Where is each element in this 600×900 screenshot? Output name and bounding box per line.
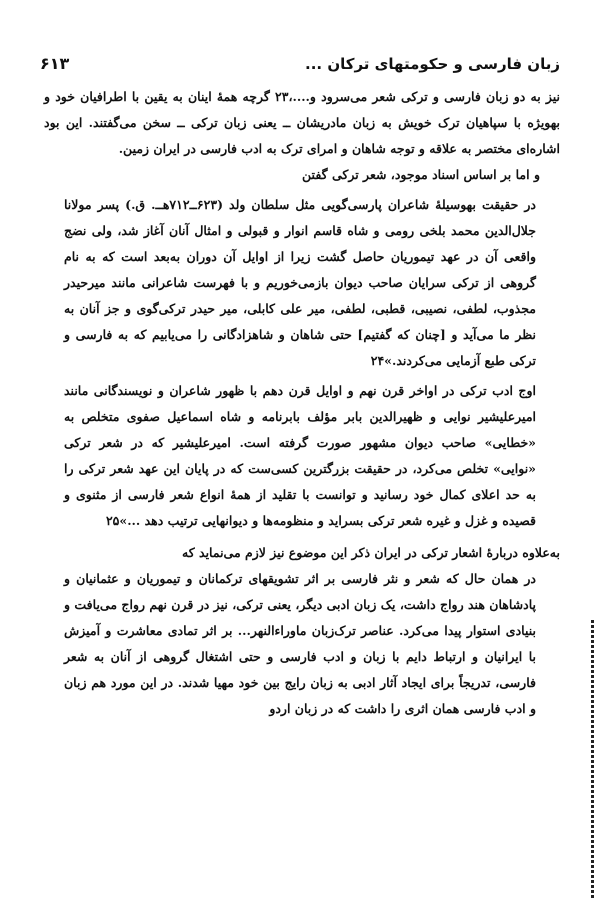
paragraph-lead-in-2: به‌علاوه دربارهٔ اشعار ترکی در ایران ذکر این موضوع نیز لازم می‌نماید که <box>182 545 560 560</box>
running-header <box>40 54 560 78</box>
page-number: ۶۱۳ <box>40 54 70 73</box>
page-binding-edge <box>591 620 594 900</box>
page-body <box>44 84 560 880</box>
block-quote-2: اوج ادب ترکی در اواخر قرن نهم و اوایل قرن دهم با ظهور شاعران و نویسندگانی مانند امیرعلیشیر نوایی و ظهیرالدین بابر مؤلف بابرنامه و شاه اسماعیل صفوی متخلص به «خطایی» صاحب دیوان مشهور صورت گرفته است. امیرعلیشیر که در شعر ترکی «نوایی» تخلص می‌کرد، در حقیقت بزرگترین کسی‌ست که در پایان این عهد شعر ترکی را به حد اعلای کمال خود رسانید و توانست با تقلید از همهٔ انواع شعر فارسی از مثنوی و قصیده و غزل و غیره شعر ترکی بسراید و منظومه‌ها و دیوانهایی ترتیب دهد ...»۲۵ <box>64 383 536 528</box>
block-quote-1: در حقیقت بهوسیلهٔ شاعران پارسی‌گویی مثل سلطان ولد (۶۲۳ــ۷۱۲هــ. ق.) پسر مولانا جلال‌الدین محمد بلخی رومی و شاه قاسم انوار و قبولی و امثال آنان آغاز شد، ولی نضج واقعی آن در عهد تیموریان حاصل گشت زیرا از اوایل آن دوران به‌بعد است که به نام گروهی از ترکی سرایان صاحب دیوان بازمی‌خوریم و با فهرست شاعرانی مانند میرحیدر مجذوب، لطفی، نصیبی، قطبی، لطفی، میر علی کابلی، میر حیدر ترکی‌گوی و جز آنان به نظر ما می‌آید و [چنان که گفتیم] حتی شاهان و شاهزادگانی را می‌یابیم که به فارسی و ترکی طبع آزمایی می‌کردند.»۲۴ <box>64 197 537 368</box>
paragraph-lead-in-1: و اما بر اساس اسناد موجود، شعر ترکی گفتن <box>302 167 540 182</box>
paragraph-opening: نیز به دو زبان فارسی و ترکی شعر می‌سرود و....،۲۳ گرچه همهٔ اینان به یقین با اطرافیان خود و بهویژه با سپاهیان ترک خویش به زبان مادریشان ــ یعنی زبان ترکی ــ سخن می‌گفتند. این بود اشاره‌ای مختصر به علاقه و توجه شاهان و امرای ترک به ادب فارسی در ایران زمین. <box>44 89 560 156</box>
running-title: زبان فارسی و حکومتهای ترکان ... <box>305 55 560 73</box>
block-quote-3: در همان حال که شعر و نثر فارسی بر اثر تشویقهای ترکمانان و تیموریان و عثمانیان و پادشاهان هند رواج داشت، یک زبان ادبی دیگر، یعنی ترکی، نیز در قرن نهم رواج می‌یافت و بنیادی استوار پیدا می‌کرد. عناصر ترک‌زبان ماوراءالنهر... بر اثر تمادی معاشرت و آمیزش با ایرانیان و ارتباط دایم با زبان و ادب فارسی و حتی اشتغال گروهی از آنان به شعر فارسی، تدریجاً برای ایجاد آثار ادبی به زبان رایج بین خود مهیا شدند. در این مورد هم زبان و ادب فارسی همان اثری را داشت که در زبان اردو <box>64 571 536 716</box>
